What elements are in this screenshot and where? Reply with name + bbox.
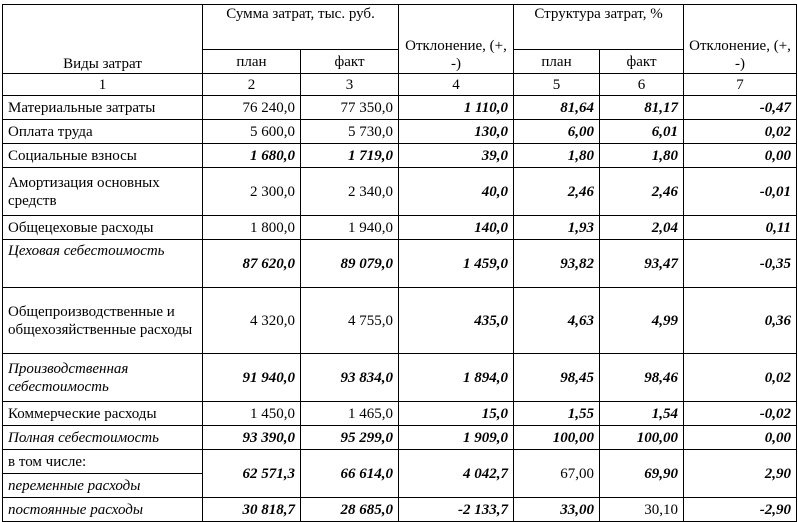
fact-cell: 66 614,0 <box>301 450 399 498</box>
header-sum-plan: план <box>203 50 301 74</box>
col-number: 5 <box>514 74 600 96</box>
plan-cell: 76 240,0 <box>203 96 301 120</box>
structure-fact-cell: 4,99 <box>600 288 684 354</box>
plan-cell: 30 818,7 <box>203 498 301 522</box>
row-name-including: в том числе: <box>3 450 203 474</box>
fact-cell: 28 685,0 <box>301 498 399 522</box>
table-row <box>3 288 797 354</box>
plan-cell: 2 300,0 <box>203 168 301 216</box>
deviation-cell: 15,0 <box>399 402 514 426</box>
structure-deviation-cell: 0,02 <box>684 120 797 144</box>
column-number-row <box>3 74 797 96</box>
header-deviation-structure: Отклонение, (+, -) <box>684 5 797 74</box>
row-name: Цеховая себестоимость <box>3 240 203 288</box>
col-number: 7 <box>684 74 797 96</box>
header-deviation-abs: Отклонение, (+, -) <box>399 5 514 74</box>
row-name: Амортизация основных средств <box>3 168 203 216</box>
fact-cell: 1 719,0 <box>301 144 399 168</box>
fact-cell: 93 834,0 <box>301 354 399 402</box>
structure-plan-cell: 2,46 <box>514 168 600 216</box>
plan-cell: 62 571,3 <box>203 450 301 498</box>
header-structure-plan: план <box>514 50 600 74</box>
table-row <box>3 498 797 522</box>
col-number: 2 <box>203 74 301 96</box>
structure-plan-cell: 67,00 <box>514 450 600 498</box>
table-row <box>3 240 797 288</box>
structure-plan-cell: 98,45 <box>514 354 600 402</box>
structure-plan-cell: 1,80 <box>514 144 600 168</box>
structure-deviation-cell: -0,35 <box>684 240 797 288</box>
fact-cell: 1 465,0 <box>301 402 399 426</box>
deviation-cell: 130,0 <box>399 120 514 144</box>
structure-fact-cell: 93,47 <box>600 240 684 288</box>
structure-deviation-cell: -0,47 <box>684 96 797 120</box>
deviation-cell: 1 909,0 <box>399 426 514 450</box>
plan-cell: 1 450,0 <box>203 402 301 426</box>
row-name: Общецеховые расходы <box>3 216 203 240</box>
structure-plan-cell: 33,00 <box>514 498 600 522</box>
fact-cell: 2 340,0 <box>301 168 399 216</box>
structure-deviation-cell: -0,01 <box>684 168 797 216</box>
fact-cell: 4 755,0 <box>301 288 399 354</box>
structure-fact-cell: 6,01 <box>600 120 684 144</box>
table-row <box>3 168 797 216</box>
table-row <box>3 450 797 474</box>
structure-plan-cell: 81,64 <box>514 96 600 120</box>
deviation-cell: 40,0 <box>399 168 514 216</box>
col-number: 4 <box>399 74 514 96</box>
row-name: постоянные расходы <box>3 498 203 522</box>
plan-cell: 93 390,0 <box>203 426 301 450</box>
plan-cell: 1 800,0 <box>203 216 301 240</box>
plan-cell: 91 940,0 <box>203 354 301 402</box>
row-name: Социальные взносы <box>3 144 203 168</box>
deviation-cell: 39,0 <box>399 144 514 168</box>
table-row <box>3 144 797 168</box>
structure-fact-cell: 98,46 <box>600 354 684 402</box>
structure-fact-cell: 2,46 <box>600 168 684 216</box>
header-row <box>3 5 797 50</box>
header-sum-fact: факт <box>301 50 399 74</box>
structure-deviation-cell: -0,02 <box>684 402 797 426</box>
fact-cell: 5 730,0 <box>301 120 399 144</box>
structure-deviation-cell: 0,00 <box>684 144 797 168</box>
structure-deviation-cell: 0,11 <box>684 216 797 240</box>
fact-cell: 95 299,0 <box>301 426 399 450</box>
fact-cell: 77 350,0 <box>301 96 399 120</box>
row-name: Общепроизводственные и общехозяйственные расходы <box>3 288 203 354</box>
row-name: Коммерческие расходы <box>3 402 203 426</box>
structure-deviation-cell: -2,90 <box>684 498 797 522</box>
structure-deviation-cell: 2,90 <box>684 450 797 498</box>
structure-plan-cell: 6,00 <box>514 120 600 144</box>
deviation-cell: 435,0 <box>399 288 514 354</box>
structure-fact-cell: 2,04 <box>600 216 684 240</box>
structure-plan-cell: 100,00 <box>514 426 600 450</box>
cost-structure-table <box>2 4 797 522</box>
row-name: Полная себестоимость <box>3 426 203 450</box>
table-row <box>3 402 797 426</box>
header-sum: Сумма затрат, тыс. руб. <box>203 5 399 50</box>
header-structure: Структура затрат, % <box>514 5 684 50</box>
header-structure-fact: факт <box>600 50 684 74</box>
row-name: переменные расходы <box>3 474 203 498</box>
row-name: Производственная себестоимость <box>3 354 203 402</box>
structure-fact-cell: 69,90 <box>600 450 684 498</box>
header-types: Виды затрат <box>3 5 203 74</box>
col-number: 1 <box>3 74 203 96</box>
plan-cell: 5 600,0 <box>203 120 301 144</box>
table-row <box>3 426 797 450</box>
structure-plan-cell: 4,63 <box>514 288 600 354</box>
col-number: 3 <box>301 74 399 96</box>
plan-cell: 87 620,0 <box>203 240 301 288</box>
deviation-cell: 1 110,0 <box>399 96 514 120</box>
table-row <box>3 120 797 144</box>
plan-cell: 4 320,0 <box>203 288 301 354</box>
deviation-cell: 140,0 <box>399 216 514 240</box>
deviation-cell: -2 133,7 <box>399 498 514 522</box>
plan-cell: 1 680,0 <box>203 144 301 168</box>
structure-plan-cell: 93,82 <box>514 240 600 288</box>
fact-cell: 1 940,0 <box>301 216 399 240</box>
structure-fact-cell: 30,10 <box>600 498 684 522</box>
structure-fact-cell: 1,54 <box>600 402 684 426</box>
table-row <box>3 354 797 402</box>
table-row <box>3 96 797 120</box>
structure-fact-cell: 100,00 <box>600 426 684 450</box>
deviation-cell: 1 459,0 <box>399 240 514 288</box>
table-row <box>3 216 797 240</box>
structure-fact-cell: 1,80 <box>600 144 684 168</box>
col-number: 6 <box>600 74 684 96</box>
structure-plan-cell: 1,93 <box>514 216 600 240</box>
fact-cell: 89 079,0 <box>301 240 399 288</box>
deviation-cell: 4 042,7 <box>399 450 514 498</box>
structure-plan-cell: 1,55 <box>514 402 600 426</box>
row-name: Материальные затраты <box>3 96 203 120</box>
structure-deviation-cell: 0,36 <box>684 288 797 354</box>
deviation-cell: 1 894,0 <box>399 354 514 402</box>
structure-deviation-cell: 0,00 <box>684 426 797 450</box>
row-name: Оплата труда <box>3 120 203 144</box>
structure-fact-cell: 81,17 <box>600 96 684 120</box>
structure-deviation-cell: 0,02 <box>684 354 797 402</box>
